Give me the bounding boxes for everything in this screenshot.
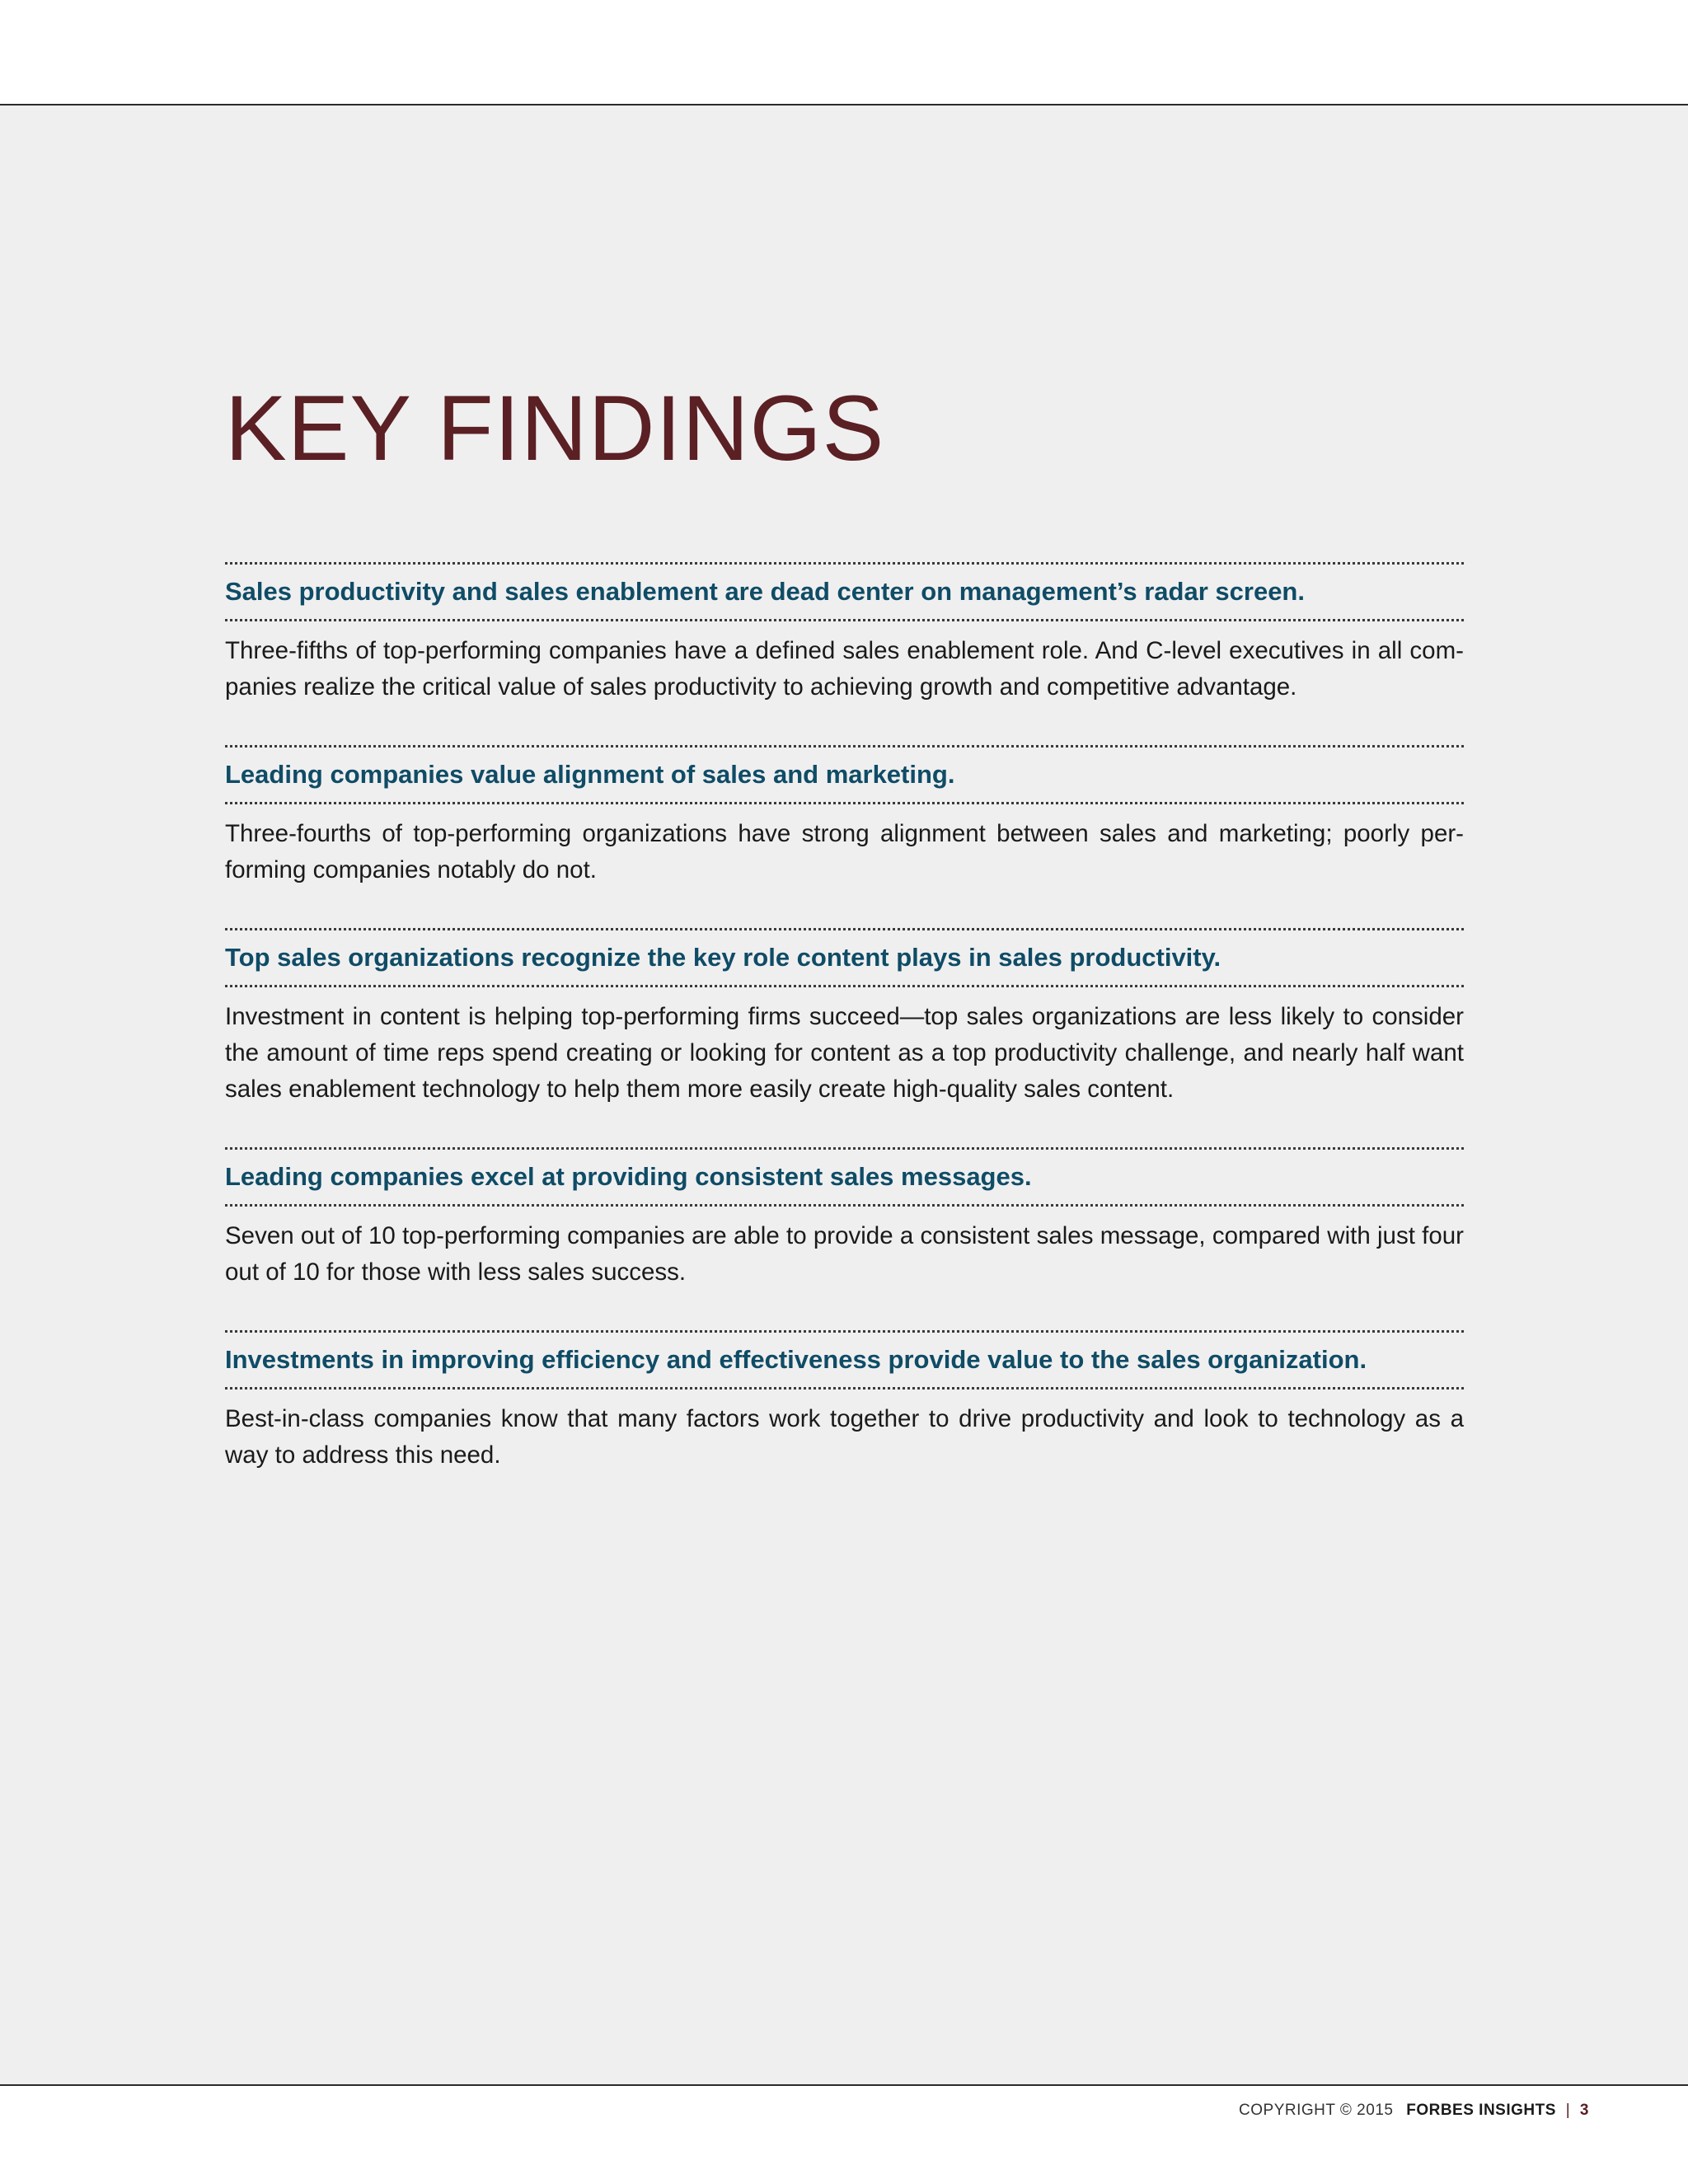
finding-body: Seven out of 10 top-performing companies are able to provide a consistent sales message, compared with just four out of 10 for those with less sales success.	[225, 1222, 1464, 1286]
finding-heading: Leading companies excel at providing consistent sales messages.	[225, 1147, 1464, 1207]
finding-3	[225, 928, 1464, 1108]
footer-copyright: COPYRIGHT © 2015	[1239, 2102, 1394, 2119]
finding-body: Best-in-class companies know that many factors work together to drive productivity and look to technology as a way to address this need.	[225, 1405, 1464, 1469]
finding-body: Three-fourths of top-performing organizations have strong alignment between sales and marketing; poorly performing companies notably do not.	[225, 820, 1464, 883]
footer-brand: FORBES INSIGHTS	[1406, 2102, 1556, 2119]
finding-heading: Investments in improving efficiency and effectiveness provide value to the sales organization.	[225, 1330, 1464, 1390]
page-title: KEY FINDINGS	[225, 377, 885, 480]
finding-heading: Top sales organizations recognize the key role content plays in sales productivity.	[225, 928, 1464, 987]
finding-body: Three-fifths of top-performing companies have a defined sales enablement role. And C-level executives in all companies realize the critical value of sales productivity to achieving growth and competitive advantage.	[225, 637, 1464, 701]
footer-separator: |	[1565, 2102, 1571, 2119]
page-footer	[1239, 2102, 1589, 2120]
finding-4	[225, 1147, 1464, 1291]
bottom-rule	[0, 2084, 1688, 2086]
finding-body: Investment in content is helping top-performing firms succeed—top sales organizations are less likely to consider the amount of time reps spend creating or looking for content as a top productivity challenge, and nearly half want sales enablement technology to help them more easily create high-quality sales content.	[225, 1003, 1464, 1103]
finding-2	[225, 745, 1464, 888]
finding-heading: Leading companies value alignment of sales and marketing.	[225, 745, 1464, 804]
finding-1	[225, 562, 1464, 705]
key-findings-section	[225, 371, 1464, 1513]
finding-5	[225, 1330, 1464, 1474]
finding-heading: Sales productivity and sales enablement are dead center on management’s radar screen.	[225, 562, 1464, 621]
page-number: 3	[1579, 2102, 1589, 2119]
